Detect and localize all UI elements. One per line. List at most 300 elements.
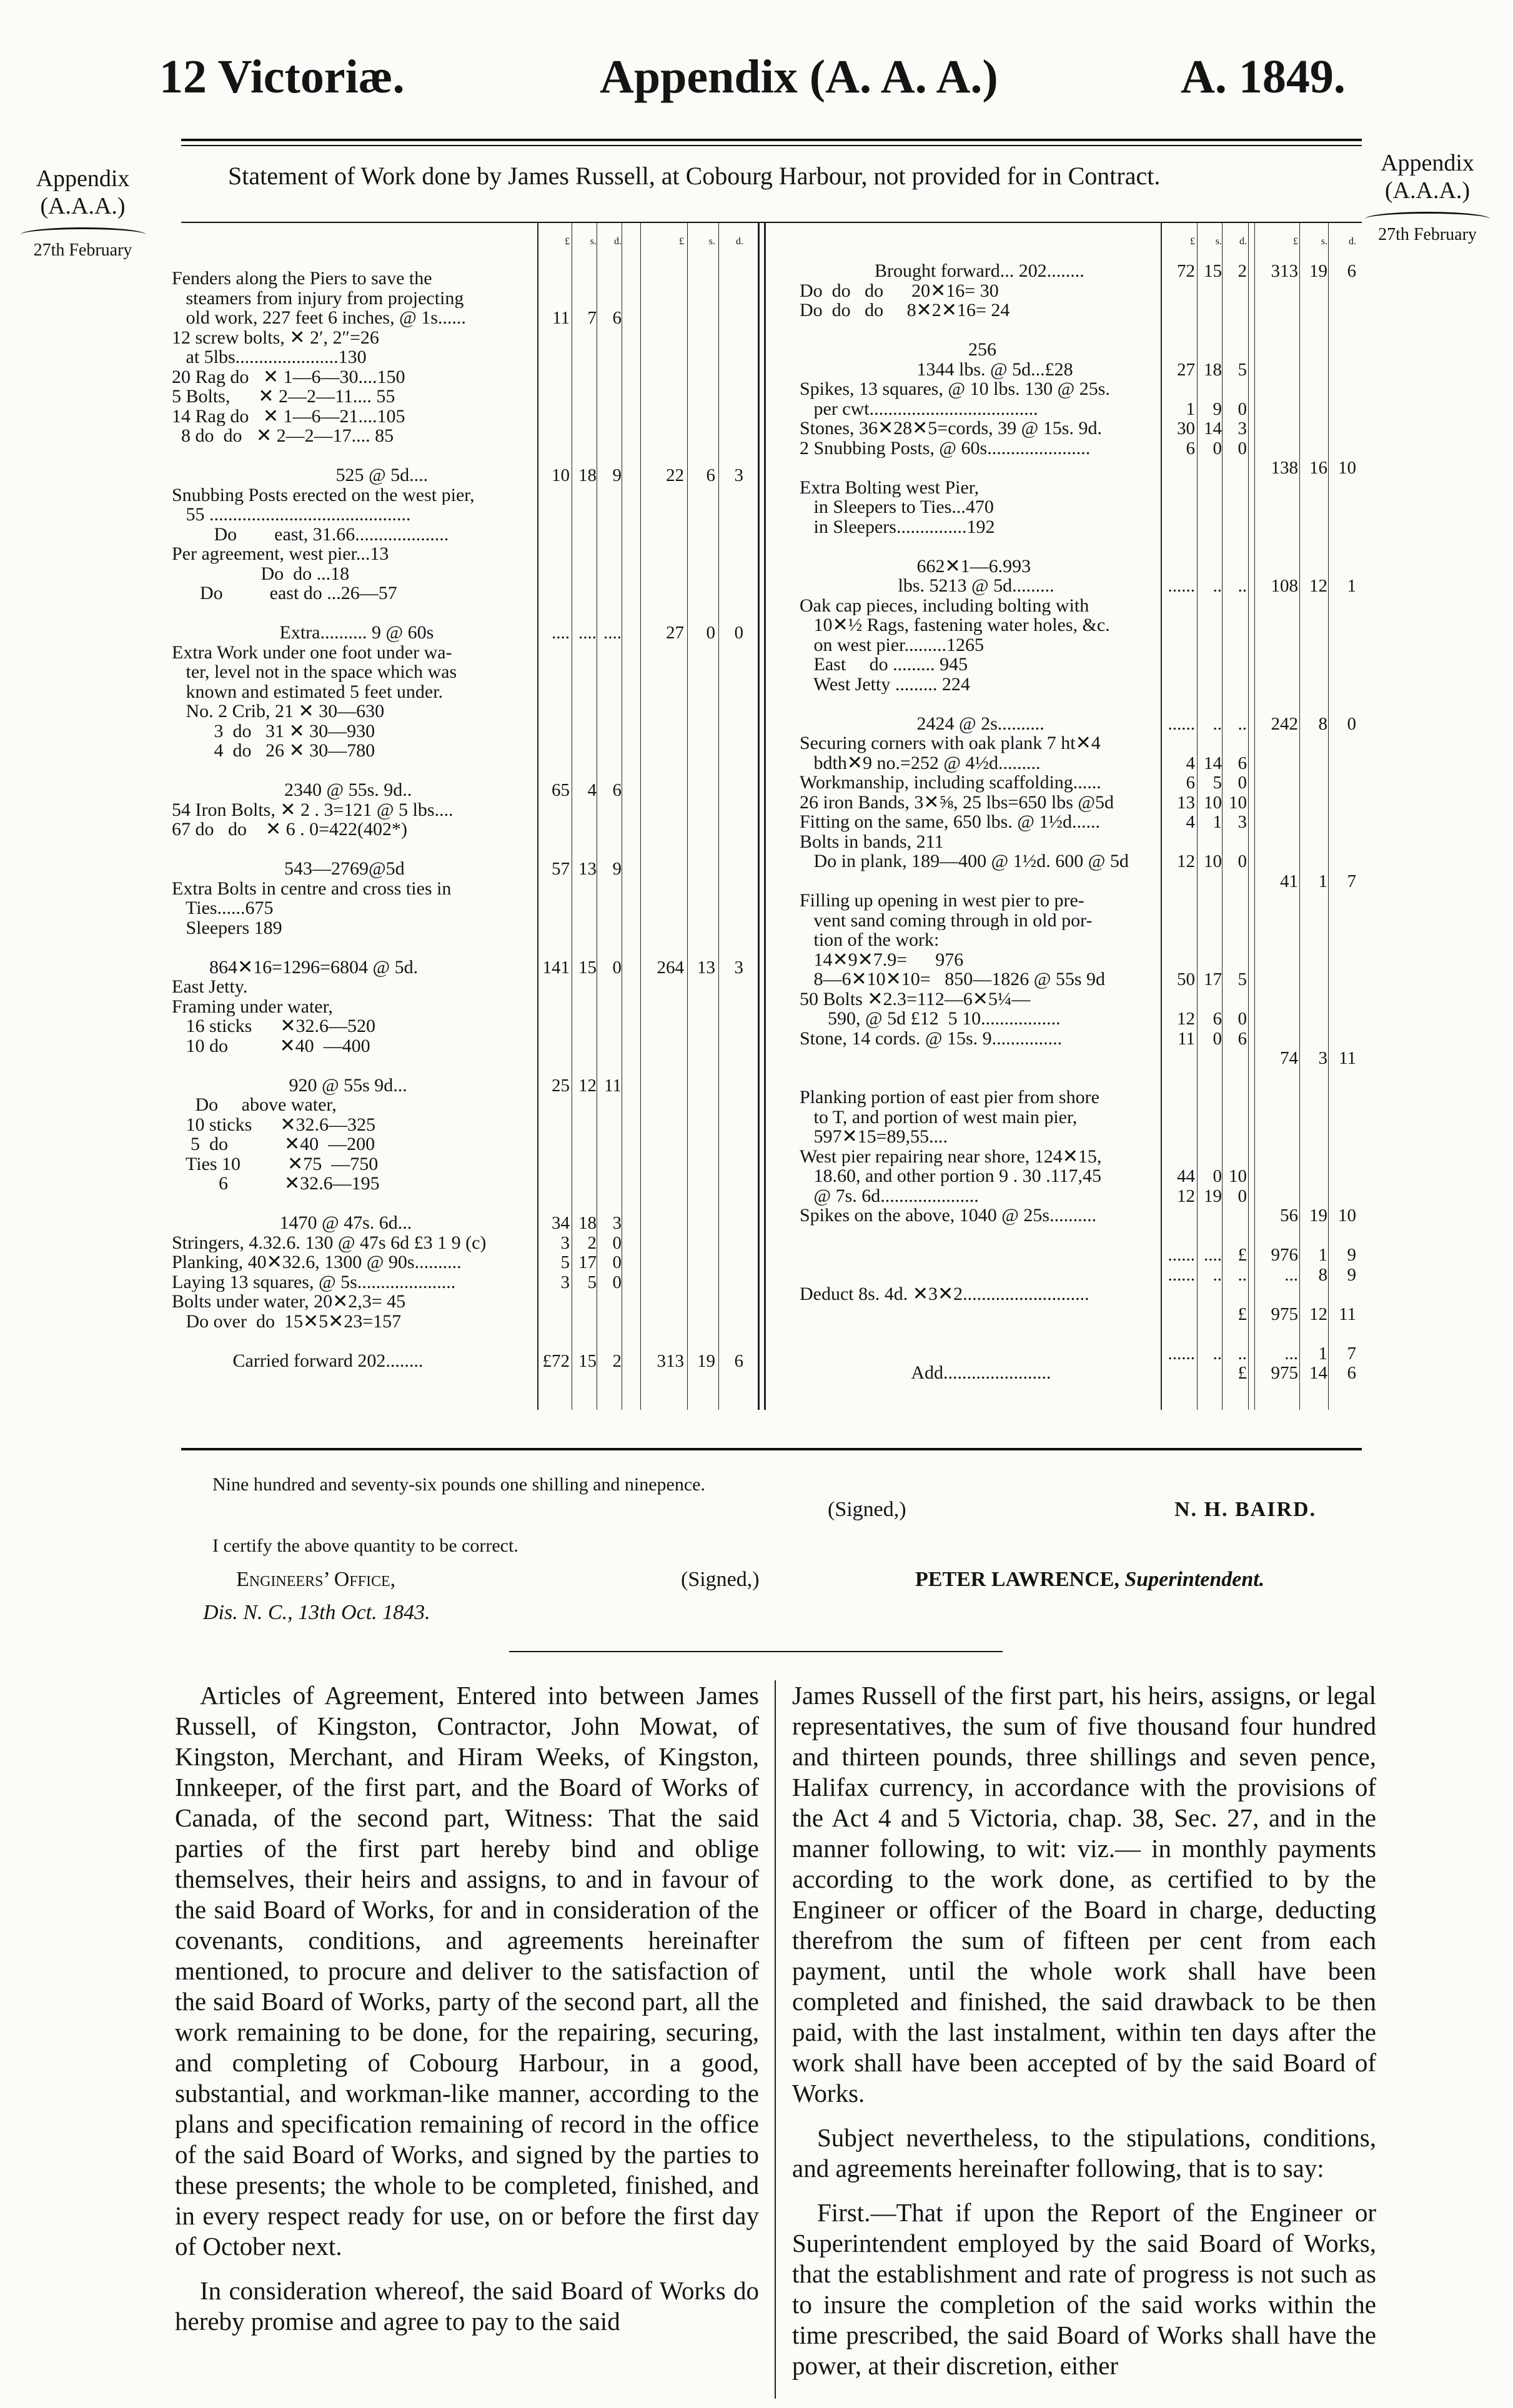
statement-left-line: Laying 13 squares, @ 5s..................... [172, 1272, 456, 1292]
articles-left-column [175, 1680, 759, 2337]
pence-value: 10 [1338, 1206, 1356, 1226]
pence-value: 0 [1238, 773, 1247, 793]
shillings-value: 12 [1309, 576, 1327, 596]
margin-code: (A.A.A.) [1384, 177, 1471, 204]
statement-right-line: 597✕15=89,55.... [800, 1127, 948, 1147]
header-left: 12 Victoriæ. [159, 51, 405, 103]
shillings-value: 9 [1213, 399, 1222, 419]
statement-left-line: 2340 @ 55s. 9d.. [172, 780, 412, 800]
pounds-value: 6 [1186, 438, 1195, 458]
shillings-value: 5 [587, 1272, 597, 1292]
statement-left-line: Planking, 40✕32.6, 1300 @ 90s.......... [172, 1252, 462, 1272]
statement-right-line: Workmanship, including scaffolding...... [800, 773, 1101, 793]
statement-right-line: Filling up opening in west pier to pre- [800, 891, 1084, 911]
statement-left-line [172, 1056, 534, 1076]
shillings-value: 14 [1204, 753, 1222, 773]
statement-right-line: 26 iron Bands, 3✕⅝, 25 lbs=650 lbs @5d [800, 792, 1114, 812]
pounds-value: 3 [560, 1272, 570, 1292]
amount-row [1161, 774, 1367, 794]
shillings-value: 18 [1204, 359, 1222, 380]
statement-right-line: 2424 @ 2s.......... [800, 713, 1044, 733]
money-column-rule [1197, 223, 1198, 1410]
statement-left-line: Do above water, [172, 1095, 337, 1115]
statement-right-line: West Jetty ......... 224 [800, 674, 970, 694]
shillings-value: 3 [1318, 1048, 1327, 1068]
statement-left-line: 6 ✕32.6—195 [172, 1174, 380, 1194]
pence-value: .... [603, 623, 622, 643]
statement-left-line: Do east do ...26—57 [172, 583, 397, 603]
shillings-value: 5 [1213, 773, 1222, 793]
shillings-value: 13 [578, 859, 597, 879]
statement-right-line [800, 537, 1159, 557]
shillings-value: 10 [1204, 792, 1222, 813]
pence-value: 11 [1339, 1304, 1356, 1324]
header-center: Appendix (A. A. A.) [600, 51, 998, 103]
statement-right-line: Spikes on the above, 1040 @ 25s.......... [800, 1206, 1097, 1226]
shillings-value: 19 [1309, 261, 1327, 281]
statement-left-line: Do do ...18 [172, 563, 350, 583]
amount-row [1161, 1030, 1367, 1050]
statement-right-line [800, 1226, 1159, 1246]
col-header-pence: d. [736, 236, 743, 247]
statement-left-line [172, 761, 534, 781]
pounds-value: ...... [1168, 1264, 1195, 1285]
statement-left-line: 14 Rag do ✕ 1—6—21....105 [172, 406, 405, 426]
statement-right-line [800, 871, 1159, 891]
statement-left-line: 10 sticks ✕32.6—325 [172, 1114, 375, 1134]
pounds-value: 41 [1280, 871, 1298, 891]
articles-paragraph: In consideration whereof, the said Board of Works do hereby promise and agree to pay to the said [175, 2276, 759, 2336]
amount-row [1161, 715, 1367, 735]
statement-right-line: Bolts in bands, 211 [800, 831, 944, 851]
pence-value: £ [1238, 1245, 1247, 1265]
statement-left-line: 4 do 26 ✕ 30—780 [172, 741, 375, 761]
pounds-value: 3 [560, 1232, 570, 1253]
pounds-value: 12 [1177, 851, 1195, 871]
statement-right-line: Planking portion of east pier from shore [800, 1088, 1099, 1107]
statement-right-line [800, 320, 1159, 340]
statement-right-line: Oak cap pieces, including bolting with [800, 595, 1089, 615]
shillings-value: 2 [587, 1232, 597, 1253]
pounds-value: ... [1284, 1264, 1298, 1285]
shillings-value: 0 [706, 623, 715, 643]
shillings-value: 8 [1318, 713, 1327, 734]
signer-lawrence [915, 1568, 1264, 1592]
shillings-value: 1 [1318, 1343, 1327, 1364]
statement-left-line: 54 Iron Bolts, ✕ 2 . 3=121 @ 5 lbs.... [172, 800, 454, 820]
statement-right-line: Spikes, 13 squares, @ 10 lbs. 130 @ 25s. [800, 379, 1110, 399]
statement-left-line: known and estimated 5 feet under. [172, 681, 444, 701]
col-header-pounds: £ [1190, 236, 1195, 247]
shillings-value: 15 [578, 957, 597, 978]
shillings-value: 12 [1309, 1304, 1327, 1324]
pence-value: 11 [604, 1075, 622, 1096]
statement-left-line: No. 2 Crib, 21 ✕ 30—630 [172, 701, 385, 721]
statement-right-line: Stones, 36✕28✕5=cords, 39 @ 15s. 9d. [800, 419, 1102, 438]
pence-value: 0 [1238, 1009, 1247, 1029]
col-header-shillings: s. [590, 236, 597, 247]
pounds-value: 108 [1271, 576, 1298, 596]
statement-right-line [800, 1324, 1159, 1344]
statement-right-line: 18.60, and other portion 9 . 30 .117,45 [800, 1166, 1102, 1186]
statement-right-line: in Sleepers...............192 [800, 517, 995, 537]
shillings-value: 0 [1213, 438, 1222, 458]
pounds-value: ...... [1168, 576, 1195, 596]
statement-left-line: Sleepers 189 [172, 918, 282, 938]
section-divider [509, 1651, 1003, 1652]
statement-left-line: Do east, 31.66.................... [172, 524, 449, 544]
margin-date: 27th February [1378, 225, 1477, 245]
shillings-value: 4 [587, 780, 597, 800]
statement-left-line: 20 Rag do ✕ 1—6—30....150 [172, 367, 405, 387]
pounds-value: 976 [1271, 1245, 1298, 1265]
statement-right-line: Extra Bolting west Pier, [800, 477, 980, 497]
statement-right-line [800, 458, 1159, 478]
amount-row [1161, 1246, 1367, 1266]
statement-right-line: East do ......... 945 [800, 655, 968, 675]
pence-value: 9 [612, 465, 622, 485]
statement-right-line: West pier repairing near shore, 124✕15, [800, 1146, 1102, 1166]
statement-left-line: 920 @ 55s 9d... [172, 1075, 407, 1095]
pounds-value: 5 [560, 1252, 570, 1272]
col-header-shillings: s. [708, 236, 715, 247]
pence-value: 0 [612, 1232, 622, 1253]
statement-left-line: Per agreement, west pier...13 [172, 544, 389, 564]
statement-left-line: 1470 @ 47s. 6d... [172, 1213, 412, 1233]
pence-value: 6 [1238, 753, 1247, 773]
pounds-value: 13 [1177, 792, 1195, 813]
statement-right-line [800, 1245, 1159, 1265]
pence-value: 0 [1238, 438, 1247, 458]
shillings-value: 15 [1204, 261, 1222, 281]
signer-baird: N. H. BAIRD. [1174, 1498, 1317, 1521]
statement-right-line: 10✕½ Rags, fastening water holes, &c. [800, 615, 1110, 635]
amount-row [1161, 971, 1367, 991]
pounds-value: £72 [542, 1350, 570, 1371]
amount-row [537, 467, 758, 487]
pence-value: 0 [734, 623, 743, 643]
pence-value: 0 [1347, 713, 1356, 734]
shillings-value: 1 [1213, 812, 1222, 832]
pounds-value: 1 [1186, 399, 1195, 419]
pence-value: 6 [1347, 1363, 1356, 1383]
shillings-value: 15 [578, 1350, 597, 1371]
amount-row [1161, 459, 1367, 479]
amount-row [1161, 1345, 1367, 1365]
statement-right-line: bdth✕9 no.=252 @ 4½d......... [800, 753, 1041, 773]
pounds-value: ... [1284, 1343, 1298, 1364]
pounds-value: 25 [552, 1075, 570, 1096]
statement-left-line: Extra Work under one foot under wa- [172, 642, 452, 662]
pounds-value: 11 [1178, 1028, 1195, 1049]
amount-row [1161, 400, 1367, 420]
amount-row [1161, 361, 1367, 381]
col-header-pence: d. [1349, 236, 1356, 247]
pence-value: 0 [612, 1272, 622, 1292]
statement-left-line: Ties......675 [172, 898, 274, 918]
amount-row [1161, 1364, 1367, 1384]
pence-value: 6 [612, 308, 622, 328]
money-column-rule [640, 223, 641, 1410]
statement-left-line: Fenders along the Piers to save the [172, 269, 432, 289]
amount-row [537, 624, 758, 644]
amount-row [537, 1077, 758, 1097]
margin-date: 27th February [33, 240, 132, 260]
money-column-rule [1222, 223, 1223, 1410]
statement-left-line: 8 do do ✕ 2—2—17.... 85 [172, 426, 394, 446]
statement-left-line: 3 do 31 ✕ 30—930 [172, 721, 375, 741]
pounds-value: ...... [1168, 713, 1195, 734]
pounds-value: 6 [1186, 773, 1195, 793]
pence-value: 10 [1338, 458, 1356, 478]
pence-value: .. [1238, 1343, 1247, 1364]
amount-row [1161, 1167, 1367, 1187]
statement-right-line: Deduct 8s. 4d. ✕3✕2........................... [800, 1284, 1089, 1304]
statement-left-line: 10 do ✕40 —400 [172, 1036, 370, 1056]
pence-value: 10 [1229, 1166, 1247, 1186]
pounds-value: 12 [1177, 1186, 1195, 1206]
statement-left-line: Ties 10 ✕75 —750 [172, 1154, 379, 1174]
statement-left-line [172, 1331, 534, 1351]
articles-paragraph: Subject nevertheless, to the stipulations, conditions, and agreements hereinafter following, that is to say: [792, 2123, 1376, 2183]
pence-value: 0 [1238, 1186, 1247, 1206]
pounds-value: 975 [1271, 1363, 1298, 1383]
statement-right-line: on west pier.........1265 [800, 635, 984, 655]
statement-right-line: 14✕9✕7.9= 976 [800, 949, 964, 969]
col-header-pence: d. [614, 236, 622, 247]
statement-left-line [172, 603, 534, 623]
shillings-value: .. [1213, 1343, 1222, 1364]
statement-right-line [800, 1304, 1159, 1324]
pence-value: 0 [612, 957, 622, 978]
articles-right-column [792, 1680, 1376, 2381]
statement-right-line [800, 1048, 1159, 1068]
pence-value: .. [1238, 1264, 1247, 1285]
statement-right-line: Add....................... [800, 1363, 1051, 1383]
amount-row [1161, 1266, 1367, 1286]
statement-left-line: old work, 227 feet 6 inches, @ 1s...... [172, 308, 466, 328]
header-right: A. 1849. [1181, 51, 1346, 103]
money-column-rule [1299, 223, 1300, 1410]
statement-bottom-rule [181, 1448, 1362, 1450]
statement-right-line: 50 Bolts ✕2.3=112—6✕5¼— [800, 989, 1031, 1009]
pence-value: 7 [1347, 1343, 1356, 1364]
pounds-value: 50 [1177, 969, 1195, 989]
pence-value: 3 [612, 1213, 622, 1233]
statement-left-line [172, 840, 534, 860]
pounds-value: 56 [1280, 1206, 1298, 1226]
amount-row [1161, 794, 1367, 814]
statement-right-line: to T, and portion of west main pier, [800, 1107, 1078, 1127]
pence-value: 0 [612, 1252, 622, 1272]
left-money-headers [537, 236, 758, 261]
statement-right-line: Do do do 8✕2✕16= 24 [800, 300, 1010, 320]
right-amounts [1161, 261, 1367, 1435]
amount-row [537, 1352, 758, 1372]
amount-in-words: Nine hundred and seventy-six pounds one shilling and ninepence. [212, 1474, 705, 1495]
statement-right-line: lbs. 5213 @ 5d......... [800, 576, 1054, 596]
amount-row [1161, 262, 1367, 282]
pence-value: 3 [1238, 812, 1247, 832]
pence-value: 3 [734, 957, 743, 978]
shillings-value: 13 [697, 957, 715, 978]
pounds-value: 313 [657, 1350, 684, 1371]
pounds-value: 57 [552, 859, 570, 879]
statement-left-line: 5 Bolts, ✕ 2—2—11.... 55 [172, 387, 395, 407]
pence-value: .. [1238, 713, 1247, 734]
statement-right-line: Do in plank, 189—400 @ 1½d. 600 @ 5d [800, 851, 1129, 871]
statement-left-line: ter, level not in the space which was [172, 662, 457, 682]
amount-row [537, 1214, 758, 1234]
shillings-value: 18 [578, 465, 597, 485]
signer-name: PETER LAWRENCE, [915, 1568, 1119, 1591]
statement-left-line: Carried forward 202........ [172, 1350, 424, 1370]
shillings-value: 19 [697, 1350, 715, 1371]
top-rule-thin [181, 145, 1362, 146]
statement-left-line: 16 sticks ✕32.6—520 [172, 1016, 375, 1036]
shillings-value: .... [1204, 1245, 1222, 1265]
place-date: Dis. N. C., 13th Oct. 1843. [203, 1601, 430, 1624]
amount-row [1161, 813, 1367, 833]
pounds-value: 44 [1177, 1166, 1195, 1186]
statement-left-line: 5 do ✕40 —200 [172, 1134, 375, 1154]
statement-right-line: 256 [800, 340, 996, 360]
statement-left-line: 525 @ 5d.... [172, 465, 429, 485]
margin-label: Appendix [36, 166, 130, 192]
shillings-value: .. [1213, 576, 1222, 596]
signed-label-2: (Signed,) [681, 1568, 760, 1591]
pounds-value: ...... [1168, 1245, 1195, 1265]
shillings-value: 14 [1309, 1363, 1327, 1383]
right-margin-note [1356, 150, 1499, 244]
pounds-value: 65 [552, 780, 570, 800]
statement-left-line: Stringers, 4.32.6. 130 @ 47s 6d £3 1 9 (c) [172, 1232, 487, 1252]
pence-value: 5 [1238, 359, 1247, 380]
statement-right-line: 8—6✕10✕10= 850—1826 @ 55s 9d [800, 969, 1105, 989]
shillings-value: 6 [1213, 1009, 1222, 1029]
pounds-value: 313 [1271, 261, 1298, 281]
statement-right-line: Brought forward... 202........ [800, 261, 1084, 281]
right-money-headers [1161, 236, 1367, 261]
statement-right-line [800, 1068, 1159, 1088]
statement-left-line: at 5lbs......................130 [172, 347, 367, 367]
shillings-value: .... [578, 623, 597, 643]
pence-value: 9 [1347, 1264, 1356, 1285]
statement-left-line: Snubbing Posts erected on the west pier, [172, 485, 475, 505]
signed-label-1: (Signed,) [828, 1498, 906, 1521]
shillings-value: 1 [1318, 1245, 1327, 1265]
shillings-value: 19 [1204, 1186, 1222, 1206]
pence-value: 2 [612, 1350, 622, 1371]
col-header-pounds: £ [565, 236, 570, 247]
col-header-shillings: s. [1321, 236, 1327, 247]
money-column-rule [718, 223, 719, 1410]
statement-right-line [800, 1265, 1159, 1285]
col-header-shillings: s. [1215, 236, 1222, 247]
pence-value: .. [1238, 576, 1247, 596]
pounds-value: ...... [1168, 1343, 1195, 1364]
amount-row [537, 1234, 758, 1254]
money-column-rule [1248, 223, 1249, 1410]
shillings-value: .. [1213, 713, 1222, 734]
amount-row [537, 1274, 758, 1294]
pounds-value: 10 [552, 465, 570, 485]
statement-left-line: Extra Bolts in centre and cross ties in [172, 878, 452, 898]
shillings-value: .. [1213, 1264, 1222, 1285]
statement-left-line: East Jetty. [172, 977, 248, 997]
margin-code: (A.A.A.) [40, 192, 126, 219]
shillings-value: 17 [578, 1252, 597, 1272]
shillings-value: 6 [706, 465, 715, 485]
left-margin-note [12, 166, 153, 259]
center-divider [758, 223, 760, 1410]
certify-statement: I certify the above quantity to be correct. [212, 1535, 518, 1556]
amount-row [537, 309, 758, 329]
pence-value: 6 [1238, 1028, 1247, 1049]
articles-paragraph: Articles of Agreement, Entered into between James Russell, of Kingston, Contractor, John Mowat, of Kingston, Merchant, and Hiram Weeks, of Kingston, Innkeeper, of the first part, and the Board of Works of Canada, of the second part, Witness: That the said parties of the first part hereby bind and oblige themselves, their heirs and assigns, to and in favour of the said Board of Works, for and in consideration of the covenants, conditions, and agreements hereinafter mentioned, to procure and deliver to the satisfaction of the said Board of Works, party of the second part, all the work remaining to be done, for the repairing, securing, and completing of Cobourg Harbour, in a good, substantial, and workman-like manner, according to the plans and specification remaining of record in the office of the said Board of Works, and signed by the parties to these presents; the whole to be completed, finished, and in every respect ready for use, on or before the first day of October next. [175, 1681, 759, 2261]
shillings-value: 14 [1204, 419, 1222, 438]
statement-right-line: per cwt.................................... [800, 399, 1038, 419]
shillings-value: 12 [578, 1075, 597, 1096]
shillings-value: 10 [1204, 851, 1222, 871]
pounds-value: 74 [1280, 1048, 1298, 1068]
amount-row [537, 781, 758, 801]
statement-right-line: 662✕1—6.993 [800, 556, 1031, 576]
articles-paragraph: James Russell of the first part, his heirs, assigns, or legal representatives, the sum of five thousand four hundred and thirteen pounds, three shillings and seven pence, Halifax currency, in accordance with the provisions of the Act 4 and 5 Victoria, chap. 38, Sec. 27, and in the manner following, to wit: viz.— in monthly payments according to the work done, as certified to by the Engineer or officer of the Board in charge, deducting therefrom the sum of fifteen per cent from each payment, until the whole work shall have been completed and finished, the said drawback to be then paid, with the last instalment, within ten days after the work shall have been accepted of by the said Board of Works. [792, 1681, 1376, 2108]
statement-right-line: in Sleepers to Ties...470 [800, 497, 994, 517]
signer-title: Superintendent. [1124, 1568, 1265, 1591]
margin-brace [1365, 212, 1490, 226]
pounds-value: 34 [552, 1213, 570, 1233]
title-rule [181, 222, 1362, 223]
statement-left-items [172, 269, 534, 1370]
statement-left-line [172, 446, 534, 466]
shillings-value: 19 [1309, 1206, 1327, 1226]
amount-row [1161, 420, 1367, 440]
statement-left-line: Framing under water, [172, 996, 333, 1016]
pounds-value: 242 [1271, 713, 1298, 734]
amount-row [537, 1254, 758, 1274]
left-amounts [537, 269, 758, 1443]
pence-value: 10 [1229, 792, 1247, 813]
amount-row [1161, 1187, 1367, 1207]
shillings-value: 0 [1213, 1028, 1222, 1049]
statement-right-line: vent sand coming through in old por- [800, 910, 1093, 930]
pence-value: 9 [1347, 1245, 1356, 1265]
pence-value: 0 [1238, 399, 1247, 419]
statement-left-line [172, 1194, 534, 1214]
statement-right-line: 1344 lbs. @ 5d...£28 [800, 359, 1073, 379]
statement-left-line [172, 938, 534, 958]
amount-row [1161, 1010, 1367, 1030]
pence-value: 7 [1347, 871, 1356, 891]
shillings-value: 17 [1204, 969, 1222, 989]
amount-row [1161, 853, 1367, 873]
statement-right-line: Stone, 14 cords. @ 15s. 9............... [800, 1028, 1063, 1048]
pounds-value: 264 [657, 957, 684, 978]
center-divider-2 [764, 223, 766, 1410]
shillings-value: 7 [587, 308, 597, 328]
pence-value: 5 [1238, 969, 1247, 989]
pounds-value: 141 [542, 957, 570, 978]
margin-label: Appendix [1381, 150, 1474, 176]
pence-value: 6 [1347, 261, 1356, 281]
statement-left-line: Do over do 15✕5✕23=157 [172, 1311, 402, 1331]
pence-value: 3 [734, 465, 743, 485]
statement-right-line: tion of the work: [800, 930, 940, 950]
pounds-value: 4 [1186, 753, 1195, 773]
pounds-value: .... [552, 623, 570, 643]
